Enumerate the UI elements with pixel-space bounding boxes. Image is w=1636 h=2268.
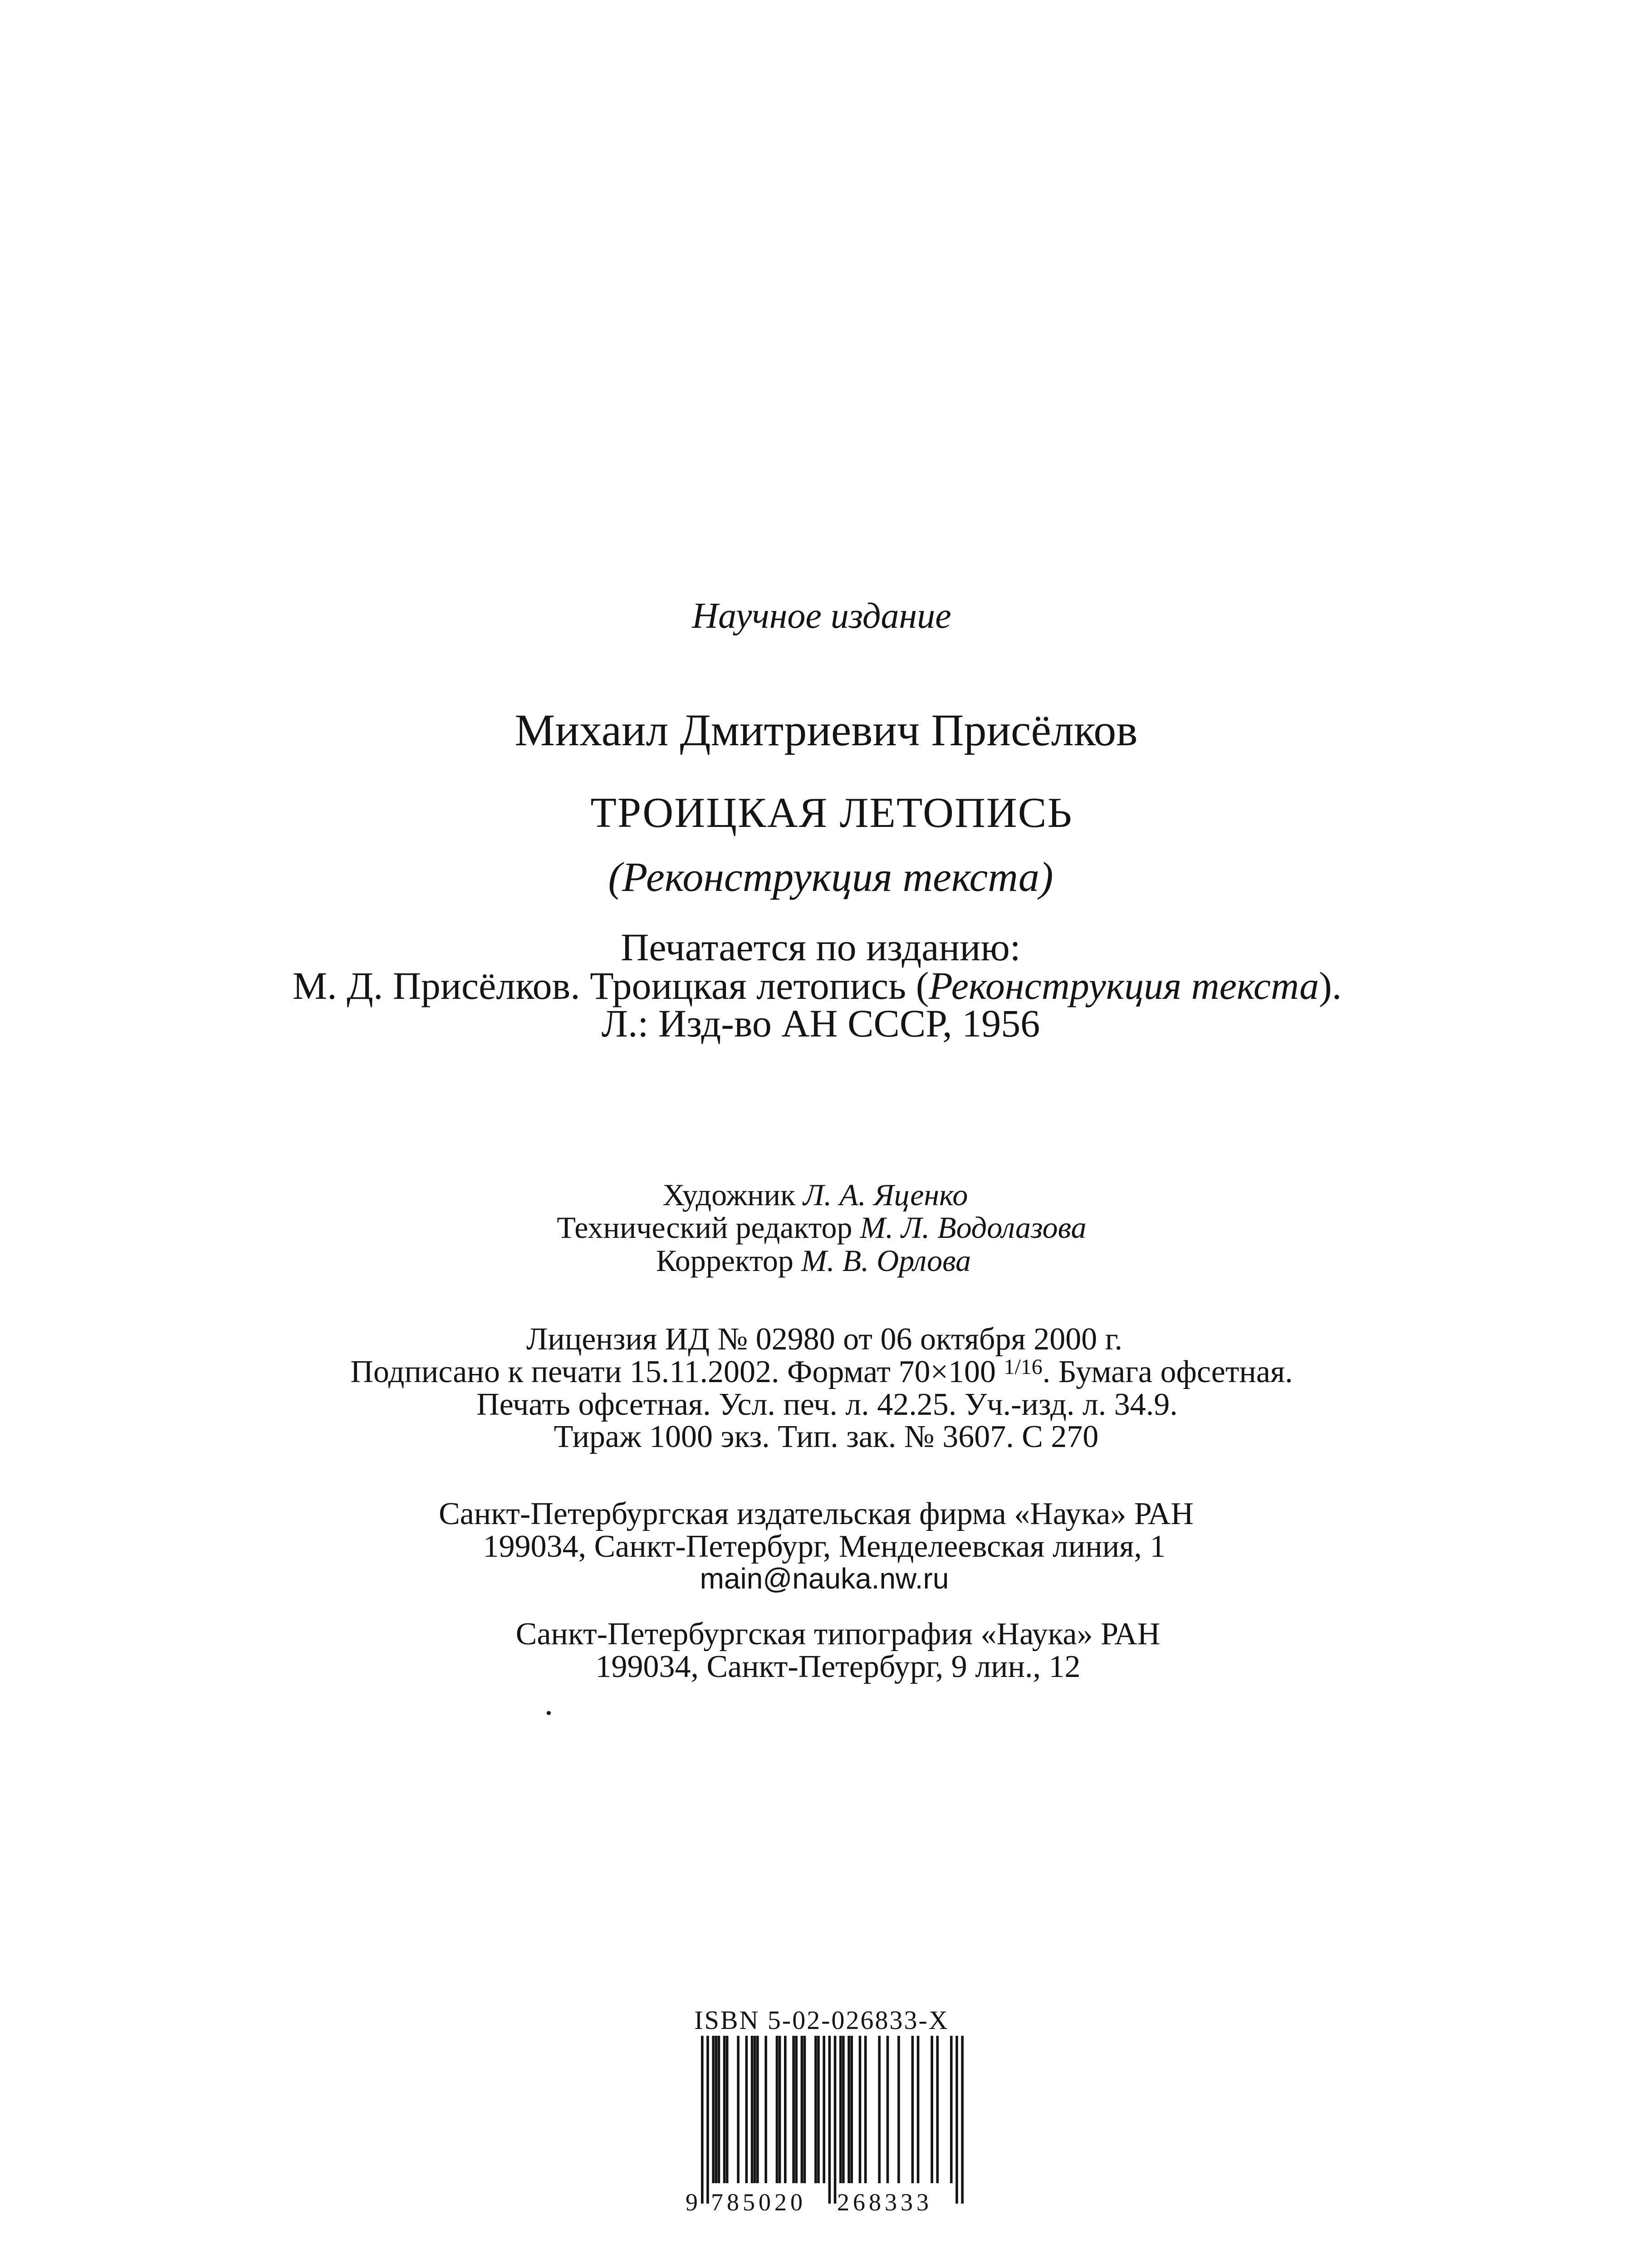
barcode-bar bbox=[726, 2036, 729, 2183]
imprint-signed-b: . Бумага офсетная. bbox=[1042, 1354, 1293, 1389]
source-citation bbox=[0, 966, 1635, 1005]
barcode-bar bbox=[803, 2036, 806, 2183]
imprint-signed bbox=[4, 1356, 1636, 1388]
barcode-bar bbox=[784, 2036, 787, 2183]
barcode-guard-bar bbox=[828, 2036, 831, 2204]
credit-tech-editor bbox=[4, 1212, 1636, 1243]
barcode-guard-bar bbox=[961, 2036, 964, 2204]
barcode-bar bbox=[712, 2036, 715, 2183]
barcode-bar bbox=[718, 2036, 720, 2183]
imprint-print: Печать офсетная. Усл. печ. л. 42.25. Уч.-изд. л. 34.9. bbox=[476, 1387, 1178, 1422]
barcode-left-digits: 785020 bbox=[711, 2189, 806, 2213]
barcode-right-digits: 268333 bbox=[837, 2189, 932, 2213]
source-citation-italic: Реконструкция текста bbox=[929, 964, 1319, 1007]
printer-address: 199034, Санкт-Петербург, 9 лин., 12 bbox=[595, 1649, 1081, 1684]
barcode-guard-bar bbox=[834, 2036, 837, 2204]
barcode-bar bbox=[887, 2036, 889, 2183]
barcode-bar bbox=[850, 2036, 853, 2183]
barcode-guard-bar bbox=[955, 2036, 958, 2204]
credit-person: М. Л. Водолазова bbox=[860, 1210, 1087, 1245]
barcode-bar bbox=[878, 2036, 881, 2183]
source-intro: Печатается по изданию: bbox=[621, 925, 1021, 969]
barcode-guard-bar bbox=[701, 2036, 704, 2204]
barcode-bar bbox=[936, 2036, 939, 2183]
credit-role: Корректор bbox=[656, 1243, 794, 1278]
barcode-bar bbox=[751, 2036, 754, 2183]
source-citation-c: ). bbox=[1319, 964, 1342, 1007]
publisher-email: main@nauka.nw.ru bbox=[700, 1562, 949, 1595]
credit-person: Л. А. Яценко bbox=[803, 1178, 968, 1212]
genre-label: Научное издание bbox=[692, 596, 951, 636]
credit-role: Художник bbox=[662, 1178, 796, 1212]
barcode-bar bbox=[801, 2036, 803, 2183]
barcode-bar bbox=[917, 2036, 920, 2183]
barcode-bar bbox=[792, 2036, 795, 2183]
barcode-bar bbox=[911, 2036, 914, 2183]
barcode-bar bbox=[839, 2036, 842, 2183]
barcode-bar bbox=[842, 2036, 845, 2183]
barcode-bar bbox=[897, 2036, 900, 2183]
credit-artist bbox=[0, 1179, 1633, 1210]
barcode-bar bbox=[715, 2036, 718, 2183]
publisher-address: 199034, Санкт-Петербург, Менделеевская линия, 1 bbox=[483, 1529, 1166, 1564]
barcode-guard-bar bbox=[706, 2036, 709, 2204]
barcode-bar bbox=[847, 2036, 850, 2183]
barcode-bar bbox=[756, 2036, 759, 2183]
imprint-run: Тираж 1000 экз. Тип. зак. № 3607. С 270 bbox=[553, 1419, 1099, 1454]
credit-proofreader bbox=[0, 1245, 1631, 1276]
barcode-bar bbox=[737, 2036, 740, 2183]
barcode-bar bbox=[859, 2036, 862, 2183]
barcode-first-digit: 9 bbox=[686, 2189, 698, 2213]
book-subtitle: (Реконструкция текста) bbox=[608, 854, 1053, 900]
barcode-bar bbox=[817, 2036, 820, 2183]
barcode-bar bbox=[723, 2036, 726, 2183]
book-title: ТРОИЦКАЯ ЛЕТОПИСЬ bbox=[590, 789, 1073, 836]
barcode-bar bbox=[931, 2036, 933, 2183]
author-name: Михаил Дмитриевич Присёлков bbox=[514, 705, 1138, 755]
isbn-label: ISBN 5-02-026833-X bbox=[694, 2005, 949, 2035]
barcode-bar bbox=[745, 2036, 748, 2183]
barcode-bar bbox=[823, 2036, 825, 2183]
stray-dot bbox=[547, 1711, 551, 1715]
barcode-bar bbox=[814, 2036, 817, 2183]
barcode-bar bbox=[950, 2036, 953, 2183]
imprint-license: Лицензия ИД № 02980 от 06 октября 2000 г. bbox=[526, 1322, 1123, 1357]
barcode-bar bbox=[779, 2036, 781, 2183]
credit-person: М. В. Орлова bbox=[801, 1243, 971, 1278]
barcode-bar bbox=[864, 2036, 867, 2183]
barcode-bar bbox=[764, 2036, 767, 2183]
barcode-bar bbox=[776, 2036, 779, 2183]
barcode-bar bbox=[795, 2036, 798, 2183]
barcode-bars bbox=[701, 2036, 964, 2204]
source-citation-a: М. Д. Присёлков. Троицкая летопись ( bbox=[292, 964, 929, 1007]
credit-role: Технический редактор bbox=[557, 1210, 852, 1245]
barcode-bar bbox=[754, 2036, 756, 2183]
imprint-signed-a: Подписано к печати 15.11.2002. Формат 70×100 bbox=[350, 1354, 1004, 1389]
source-publisher: Л.: Изд-во АН СССР, 1956 bbox=[601, 1002, 1040, 1045]
isbn-barcode bbox=[683, 2036, 973, 2213]
format-fraction: 1/16 bbox=[1004, 1355, 1043, 1379]
publisher-name: Санкт-Петербургская издательская фирма «Наука» РАН bbox=[439, 1496, 1194, 1531]
printer-name: Санкт-Петербургская типография «Наука» РАН bbox=[515, 1617, 1161, 1652]
